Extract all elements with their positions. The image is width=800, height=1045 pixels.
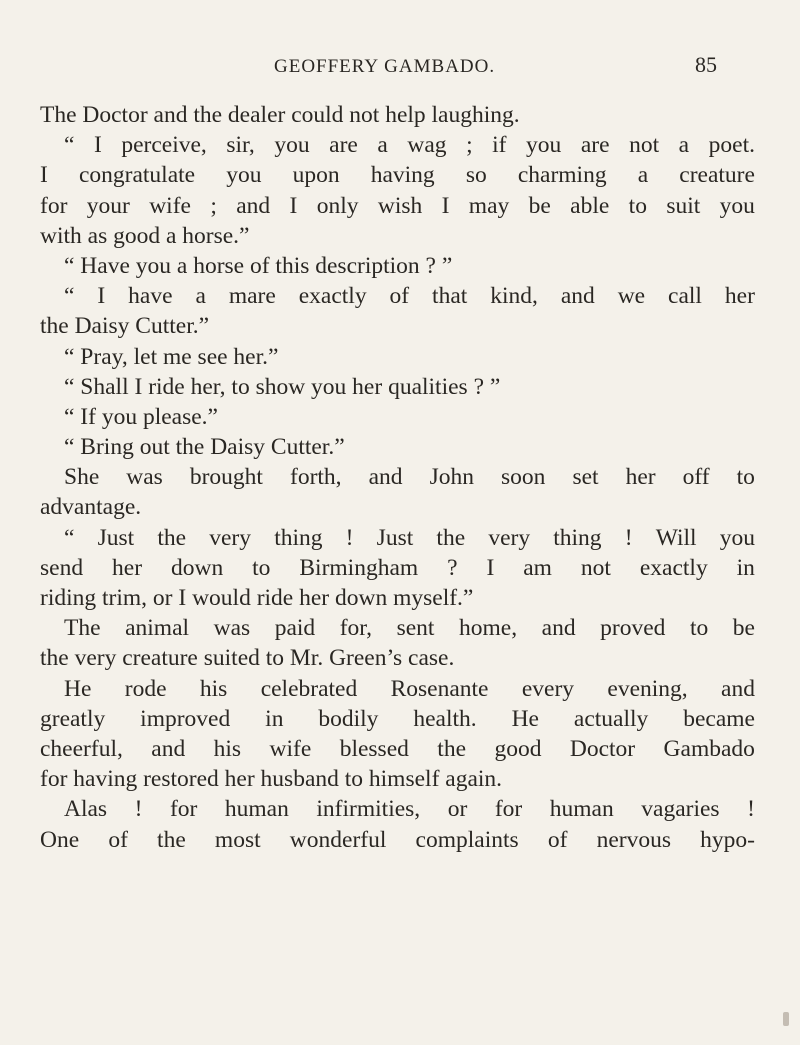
text-line: [40, 191, 755, 221]
word: the: [436, 524, 466, 551]
word: not: [580, 554, 611, 581]
word: was: [213, 615, 251, 642]
word: a: [678, 132, 690, 159]
word: thing: [274, 524, 323, 551]
word: !: [134, 796, 143, 823]
word: rode: [124, 675, 167, 702]
text-line: [40, 553, 755, 583]
word: poet.: [708, 132, 755, 159]
text-line: [40, 160, 755, 190]
word: celebrated: [260, 675, 358, 702]
text-line-content: advantage.: [40, 494, 142, 521]
text-line-content: “ Pray, let me see her.”: [64, 343, 279, 370]
word: I: [93, 132, 102, 159]
word: or: [447, 796, 468, 823]
word: wife: [269, 735, 312, 762]
word: I: [97, 283, 106, 310]
text-line: [40, 643, 755, 673]
word: complaints: [415, 826, 519, 853]
word: upon: [292, 162, 340, 189]
word: for,: [339, 615, 373, 642]
word: you: [226, 162, 262, 189]
word: perceive,: [121, 132, 207, 159]
word: actually: [573, 705, 649, 732]
text-line: [40, 764, 755, 794]
word: “: [64, 283, 75, 310]
word: Birmingham: [299, 554, 419, 581]
word: creature: [679, 162, 755, 189]
word: nervous: [596, 826, 671, 853]
word: soon: [501, 464, 546, 491]
word: wish: [377, 192, 423, 219]
word: for: [169, 796, 198, 823]
word: Just: [97, 524, 135, 551]
word: The: [64, 615, 101, 642]
text-line: [40, 311, 755, 341]
word: the: [157, 826, 186, 853]
word: to: [689, 615, 709, 642]
word: am: [523, 554, 552, 581]
word: for: [40, 192, 68, 219]
text-line-content: The Doctor and the dealer could not help laughing.: [40, 102, 520, 128]
text-line: [40, 613, 755, 643]
word: of: [389, 283, 410, 310]
text-line: [40, 704, 755, 734]
word: Gambado: [663, 735, 755, 762]
text-line-content: “ If you please.”: [64, 403, 218, 430]
word: call: [668, 283, 702, 310]
word: hypo-: [700, 826, 755, 853]
word: blessed: [339, 735, 409, 762]
word: and: [368, 464, 403, 491]
word: congratulate: [78, 162, 196, 189]
word: his: [213, 735, 242, 762]
word: to: [252, 554, 271, 581]
word: improved: [140, 705, 231, 732]
word: ;: [466, 132, 473, 159]
word: and: [236, 192, 271, 219]
text-line: [40, 492, 755, 522]
word: so: [465, 162, 487, 189]
text-line: [40, 281, 755, 311]
text-line-content: the Daisy Cutter.”: [40, 313, 210, 340]
word: for: [494, 796, 523, 823]
word: are: [329, 132, 358, 159]
word: I: [486, 554, 495, 581]
text-line: [40, 674, 755, 704]
word: wag: [407, 132, 447, 159]
text-line: [40, 251, 755, 281]
word: ;: [210, 192, 217, 219]
paper-blemish: [783, 1012, 789, 1026]
text-line: [40, 462, 755, 492]
word: ?: [447, 554, 458, 581]
word: of: [547, 826, 568, 853]
word: exactly: [639, 554, 708, 581]
word: and: [721, 675, 755, 702]
word: good: [494, 735, 542, 762]
word: a: [637, 162, 649, 189]
word: his: [199, 675, 228, 702]
text-line: [40, 130, 755, 160]
word: not: [629, 132, 660, 159]
word: you: [719, 524, 755, 551]
word: in: [736, 554, 755, 581]
text-line-content: the very creature suited to Mr. Green’s case.: [40, 645, 455, 672]
text-line: [40, 432, 755, 462]
word: her: [625, 464, 656, 491]
word: She: [64, 464, 100, 491]
word: sir,: [226, 132, 255, 159]
word: bodily: [318, 705, 379, 732]
word: that: [432, 283, 468, 310]
word: One: [40, 826, 80, 853]
word: you: [719, 192, 755, 219]
word: infirmities,: [316, 796, 421, 823]
word: may: [468, 192, 510, 219]
word: was: [126, 464, 163, 491]
word: sent: [396, 615, 435, 642]
word: brought: [189, 464, 263, 491]
text-line: [40, 342, 755, 372]
word: down: [170, 554, 224, 581]
text-line-content: “ Bring out the Daisy Cutter.”: [64, 434, 345, 461]
word: to: [628, 192, 647, 219]
word: Rosenante: [390, 675, 489, 702]
word: off: [682, 464, 710, 491]
text-line: [40, 583, 755, 613]
word: cheerful,: [40, 735, 123, 762]
word: the: [157, 524, 187, 551]
word: and: [151, 735, 186, 762]
word: thing: [553, 524, 602, 551]
word: paid: [274, 615, 316, 642]
word: I: [441, 192, 450, 219]
word: are: [580, 132, 610, 159]
word: Doctor: [569, 735, 636, 762]
word: and: [560, 283, 595, 310]
word: set: [572, 464, 599, 491]
word: we: [617, 283, 646, 310]
text-line: [40, 402, 755, 432]
text-line: [40, 372, 755, 402]
word: Just: [376, 524, 414, 551]
text-line-content: for having restored her husband to himself again.: [40, 766, 503, 793]
word: only: [316, 192, 359, 219]
word: He: [64, 675, 92, 702]
word: a: [377, 132, 388, 159]
word: her: [112, 554, 143, 581]
word: charming: [517, 162, 607, 189]
word: if: [492, 132, 507, 159]
word: human: [224, 796, 289, 823]
word: you: [526, 132, 562, 159]
word: I: [289, 192, 298, 219]
word: Will: [655, 524, 697, 551]
word: vagaries: [641, 796, 720, 823]
word: I: [40, 162, 48, 189]
word: became: [683, 705, 755, 732]
text-line: [40, 734, 755, 764]
word: “: [64, 524, 75, 551]
word: John: [429, 464, 474, 491]
word: a: [195, 283, 206, 310]
word: forth,: [290, 464, 342, 491]
text-line: [40, 100, 755, 130]
word: wonderful: [289, 826, 387, 853]
page-number: 85: [695, 52, 717, 77]
running-head: [0, 52, 800, 82]
word: having: [370, 162, 435, 189]
word: most: [214, 826, 261, 853]
word: human: [549, 796, 614, 823]
word: and: [541, 615, 576, 642]
body-text: [40, 100, 755, 855]
word: able: [570, 192, 610, 219]
text-line: [40, 221, 755, 251]
word: evening,: [607, 675, 688, 702]
word: health.: [413, 705, 477, 732]
word: very: [209, 524, 252, 551]
word: “: [64, 132, 75, 159]
word: you: [274, 132, 310, 159]
text-line-content: with as good a horse.”: [40, 222, 250, 249]
text-line-content: riding trim, or I would ride her down myself.”: [40, 585, 474, 611]
word: her: [724, 283, 755, 310]
word: animal: [125, 615, 190, 642]
word: greatly: [40, 705, 106, 732]
word: He: [511, 705, 539, 732]
word: in: [265, 705, 284, 732]
word: send: [40, 554, 84, 581]
word: be: [528, 192, 551, 219]
text-line: [40, 825, 755, 855]
word: suit: [666, 192, 701, 219]
word: of: [108, 826, 128, 853]
word: mare: [228, 283, 276, 310]
word: exactly: [298, 283, 367, 310]
word: Alas: [64, 796, 108, 823]
word: the: [437, 735, 467, 762]
word: have: [128, 283, 173, 310]
word: very: [488, 524, 531, 551]
text-line: [40, 523, 755, 553]
text-line-content: “ Have you a horse of this description ? ”: [64, 252, 453, 279]
text-line: [40, 794, 755, 824]
word: wife: [149, 192, 191, 219]
word: every: [521, 675, 575, 702]
word: home,: [459, 615, 518, 642]
running-title: GEOFFERY GAMBADO.: [274, 56, 496, 77]
word: !: [747, 796, 755, 823]
word: kind,: [490, 283, 538, 310]
word: !: [624, 524, 633, 551]
word: to: [736, 464, 755, 491]
text-line-content: “ Shall I ride her, to show you her qualities ? ”: [64, 373, 501, 400]
word: your: [86, 192, 130, 219]
word: be: [732, 615, 755, 642]
word: !: [345, 524, 354, 551]
word: proved: [600, 615, 666, 642]
